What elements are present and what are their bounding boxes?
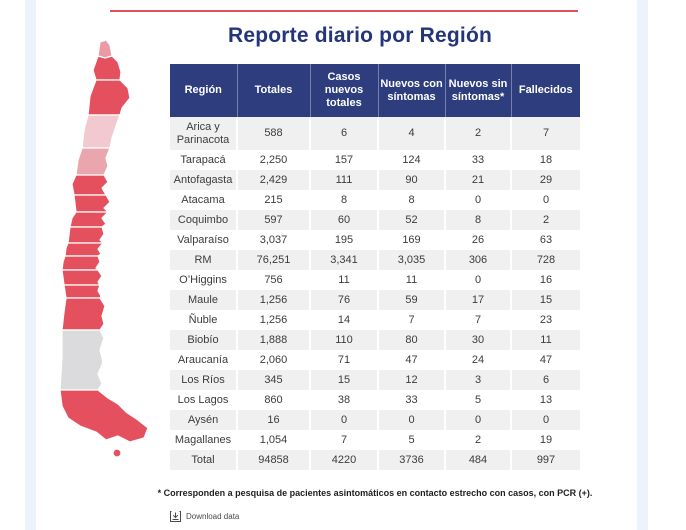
value-cell: 38 bbox=[310, 390, 378, 410]
map-region-biobio[interactable] bbox=[62, 256, 100, 270]
table-row bbox=[170, 230, 580, 250]
value-cell: 80 bbox=[378, 330, 445, 350]
value-cell: 6 bbox=[310, 117, 378, 150]
value-cell: 29 bbox=[539, 173, 553, 186]
value-cell: 110 bbox=[310, 330, 378, 350]
page-title: Reporte diario por Región bbox=[227, 24, 492, 47]
table-row bbox=[170, 250, 580, 270]
value-cell: 2,060 bbox=[237, 350, 310, 370]
value-cell: 3 bbox=[445, 370, 511, 390]
map-region-araucania[interactable] bbox=[62, 270, 102, 285]
map-region-atacama[interactable] bbox=[82, 115, 120, 148]
region-cell: Los Lagos bbox=[170, 390, 237, 410]
value-cell: 12 bbox=[378, 370, 445, 390]
value-cell: 21 bbox=[445, 170, 511, 190]
value-cell: 7 bbox=[378, 310, 445, 330]
table-row bbox=[170, 350, 580, 370]
value-cell: 90 bbox=[378, 170, 445, 190]
column-header-3: Nuevos con síntomas bbox=[378, 64, 445, 117]
value-cell: 124 bbox=[378, 150, 445, 170]
value-cell: 588 bbox=[237, 117, 310, 150]
top-accent-line bbox=[110, 10, 578, 12]
value-cell: 0 bbox=[378, 410, 445, 430]
map-region-los-lagos[interactable] bbox=[62, 298, 105, 330]
value-cell: 2 bbox=[445, 430, 511, 450]
value-cell: 16 bbox=[237, 410, 310, 430]
value-cell: 76,251 bbox=[237, 250, 310, 270]
value-cell: 1,256 bbox=[237, 310, 310, 330]
footnote: * Corresponden a pesquisa de pacientes asintomáticos en contacto estrecho con casos, con PCR (+). bbox=[157, 488, 593, 498]
value-cell: 345 bbox=[237, 370, 310, 390]
value-cell: 5 bbox=[445, 390, 511, 410]
region-cell: Araucanía bbox=[170, 350, 237, 370]
value-cell: 997 bbox=[536, 453, 556, 466]
map-region-valparaiso[interactable] bbox=[72, 175, 108, 195]
region-cell: Magallanes bbox=[170, 430, 237, 450]
table-row bbox=[170, 330, 580, 350]
value-cell: 24 bbox=[445, 350, 511, 370]
map-region-magallanes[interactable] bbox=[60, 390, 148, 442]
value-cell: 195 bbox=[310, 230, 378, 250]
value-cell: 47 bbox=[539, 353, 553, 366]
value-cell: 8 bbox=[310, 190, 378, 210]
value-cell: 11 bbox=[378, 270, 445, 290]
region-report-table bbox=[170, 64, 580, 470]
download-data-link[interactable] bbox=[170, 511, 239, 522]
map-region-maule[interactable] bbox=[68, 227, 104, 243]
value-cell: 17 bbox=[445, 290, 511, 310]
value-cell: 756 bbox=[237, 270, 310, 290]
value-cell: 6 bbox=[542, 373, 550, 386]
value-cell: 215 bbox=[237, 190, 310, 210]
value-cell: 3736 bbox=[378, 450, 445, 470]
download-icon bbox=[170, 511, 181, 522]
table-header-row bbox=[170, 64, 580, 117]
chile-choropleth-map bbox=[60, 32, 170, 462]
value-cell: 2,429 bbox=[237, 170, 310, 190]
table-row bbox=[170, 210, 580, 230]
value-cell: 2 bbox=[542, 213, 550, 226]
value-cell: 11 bbox=[540, 333, 552, 346]
table-row bbox=[170, 170, 580, 190]
map-region-magallanes-island[interactable] bbox=[113, 449, 121, 457]
value-cell: 47 bbox=[378, 350, 445, 370]
column-header-4: Nuevos sin síntomas* bbox=[445, 64, 511, 117]
region-cell: Valparaíso bbox=[170, 230, 237, 250]
region-cell: Ñuble bbox=[170, 310, 237, 330]
map-region-los-rios[interactable] bbox=[64, 285, 101, 298]
value-cell: 5 bbox=[378, 430, 445, 450]
value-cell: 0 bbox=[310, 410, 378, 430]
value-cell: 4220 bbox=[310, 450, 378, 470]
value-cell: 60 bbox=[310, 210, 378, 230]
value-cell: 16 bbox=[539, 273, 553, 286]
value-cell: 14 bbox=[310, 310, 378, 330]
page-background-strip-left bbox=[25, 0, 36, 530]
map-region-tarapaca[interactable] bbox=[93, 56, 121, 80]
value-cell: 157 bbox=[310, 150, 378, 170]
value-cell: 3,037 bbox=[237, 230, 310, 250]
region-cell: Maule bbox=[170, 290, 237, 310]
region-cell: O’Higgins bbox=[170, 270, 237, 290]
value-cell: 0 bbox=[445, 410, 511, 430]
table-row bbox=[170, 150, 580, 170]
table-row bbox=[170, 410, 580, 430]
value-cell: 33 bbox=[445, 150, 511, 170]
value-cell: 4 bbox=[378, 117, 445, 150]
value-cell: 63 bbox=[539, 233, 553, 246]
value-cell: 23 bbox=[539, 313, 553, 326]
value-cell: 15 bbox=[539, 293, 553, 306]
map-region-arica-y-parinacota[interactable] bbox=[98, 40, 112, 58]
value-cell: 860 bbox=[237, 390, 310, 410]
map-region-coquimbo[interactable] bbox=[76, 148, 110, 175]
map-region-antofagasta[interactable] bbox=[88, 80, 130, 115]
value-cell: 3,035 bbox=[378, 250, 445, 270]
value-cell: 11 bbox=[310, 270, 378, 290]
table-row bbox=[170, 390, 580, 410]
map-region-nuble[interactable] bbox=[65, 243, 103, 256]
map-region-rm[interactable] bbox=[74, 195, 110, 212]
value-cell: 8 bbox=[445, 210, 511, 230]
value-cell: 3,341 bbox=[310, 250, 378, 270]
value-cell: 7 bbox=[310, 430, 378, 450]
region-cell: Biobío bbox=[170, 330, 237, 350]
value-cell: 71 bbox=[310, 350, 378, 370]
region-cell: Atacama bbox=[170, 190, 237, 210]
table-row-total bbox=[170, 450, 580, 470]
value-cell: 1,256 bbox=[237, 290, 310, 310]
table-row bbox=[170, 310, 580, 330]
table-row bbox=[170, 290, 580, 310]
table-row bbox=[170, 370, 580, 390]
value-cell: 8 bbox=[378, 190, 445, 210]
value-cell: 18 bbox=[539, 153, 553, 166]
value-cell: 111 bbox=[310, 170, 378, 190]
value-cell: 2 bbox=[445, 117, 511, 150]
value-cell: 1,054 bbox=[237, 430, 310, 450]
region-cell: Los Ríos bbox=[170, 370, 237, 390]
value-cell: 0 bbox=[542, 193, 550, 206]
value-cell: 7 bbox=[445, 310, 511, 330]
value-cell: 94858 bbox=[237, 450, 310, 470]
value-cell: 728 bbox=[536, 253, 556, 266]
value-cell: 19 bbox=[539, 433, 553, 446]
value-cell: 0 bbox=[445, 270, 511, 290]
value-cell: 306 bbox=[445, 250, 511, 270]
value-cell: 26 bbox=[445, 230, 511, 250]
region-cell: Tarapacá bbox=[170, 150, 237, 170]
value-cell: 52 bbox=[378, 210, 445, 230]
value-cell: 0 bbox=[542, 413, 550, 426]
table-row bbox=[170, 117, 580, 150]
download-label: Download data bbox=[186, 512, 240, 521]
map-region-ohiggins[interactable] bbox=[70, 212, 108, 227]
region-cell: Coquimbo bbox=[170, 210, 237, 230]
table-row bbox=[170, 270, 580, 290]
column-header-1: Totales bbox=[237, 64, 310, 117]
value-cell: 597 bbox=[237, 210, 310, 230]
column-header-5: Fallecidos bbox=[511, 64, 580, 117]
value-cell: 0 bbox=[445, 190, 511, 210]
value-cell: 169 bbox=[378, 230, 445, 250]
map-region-aysen[interactable] bbox=[60, 330, 104, 390]
value-cell: 33 bbox=[378, 390, 445, 410]
value-cell: 30 bbox=[445, 330, 511, 350]
table-row bbox=[170, 190, 580, 210]
column-header-2: Casos nuevos totales bbox=[310, 64, 378, 117]
page-background-strip-right bbox=[637, 0, 648, 530]
value-cell: 15 bbox=[310, 370, 378, 390]
value-cell: 7 bbox=[542, 127, 550, 139]
region-cell: Aysén bbox=[170, 410, 237, 430]
value-cell: 13 bbox=[539, 393, 553, 406]
region-cell: Antofagasta bbox=[170, 170, 237, 190]
table-row bbox=[170, 430, 580, 450]
value-cell: 2,250 bbox=[237, 150, 310, 170]
value-cell: 1,888 bbox=[237, 330, 310, 350]
value-cell: 484 bbox=[445, 450, 511, 470]
region-cell: Arica y Parinacota bbox=[170, 117, 237, 150]
region-cell: Total bbox=[170, 450, 237, 470]
value-cell: 59 bbox=[378, 290, 445, 310]
column-header-0: Región bbox=[170, 64, 237, 117]
region-cell: RM bbox=[170, 250, 237, 270]
value-cell: 76 bbox=[310, 290, 378, 310]
